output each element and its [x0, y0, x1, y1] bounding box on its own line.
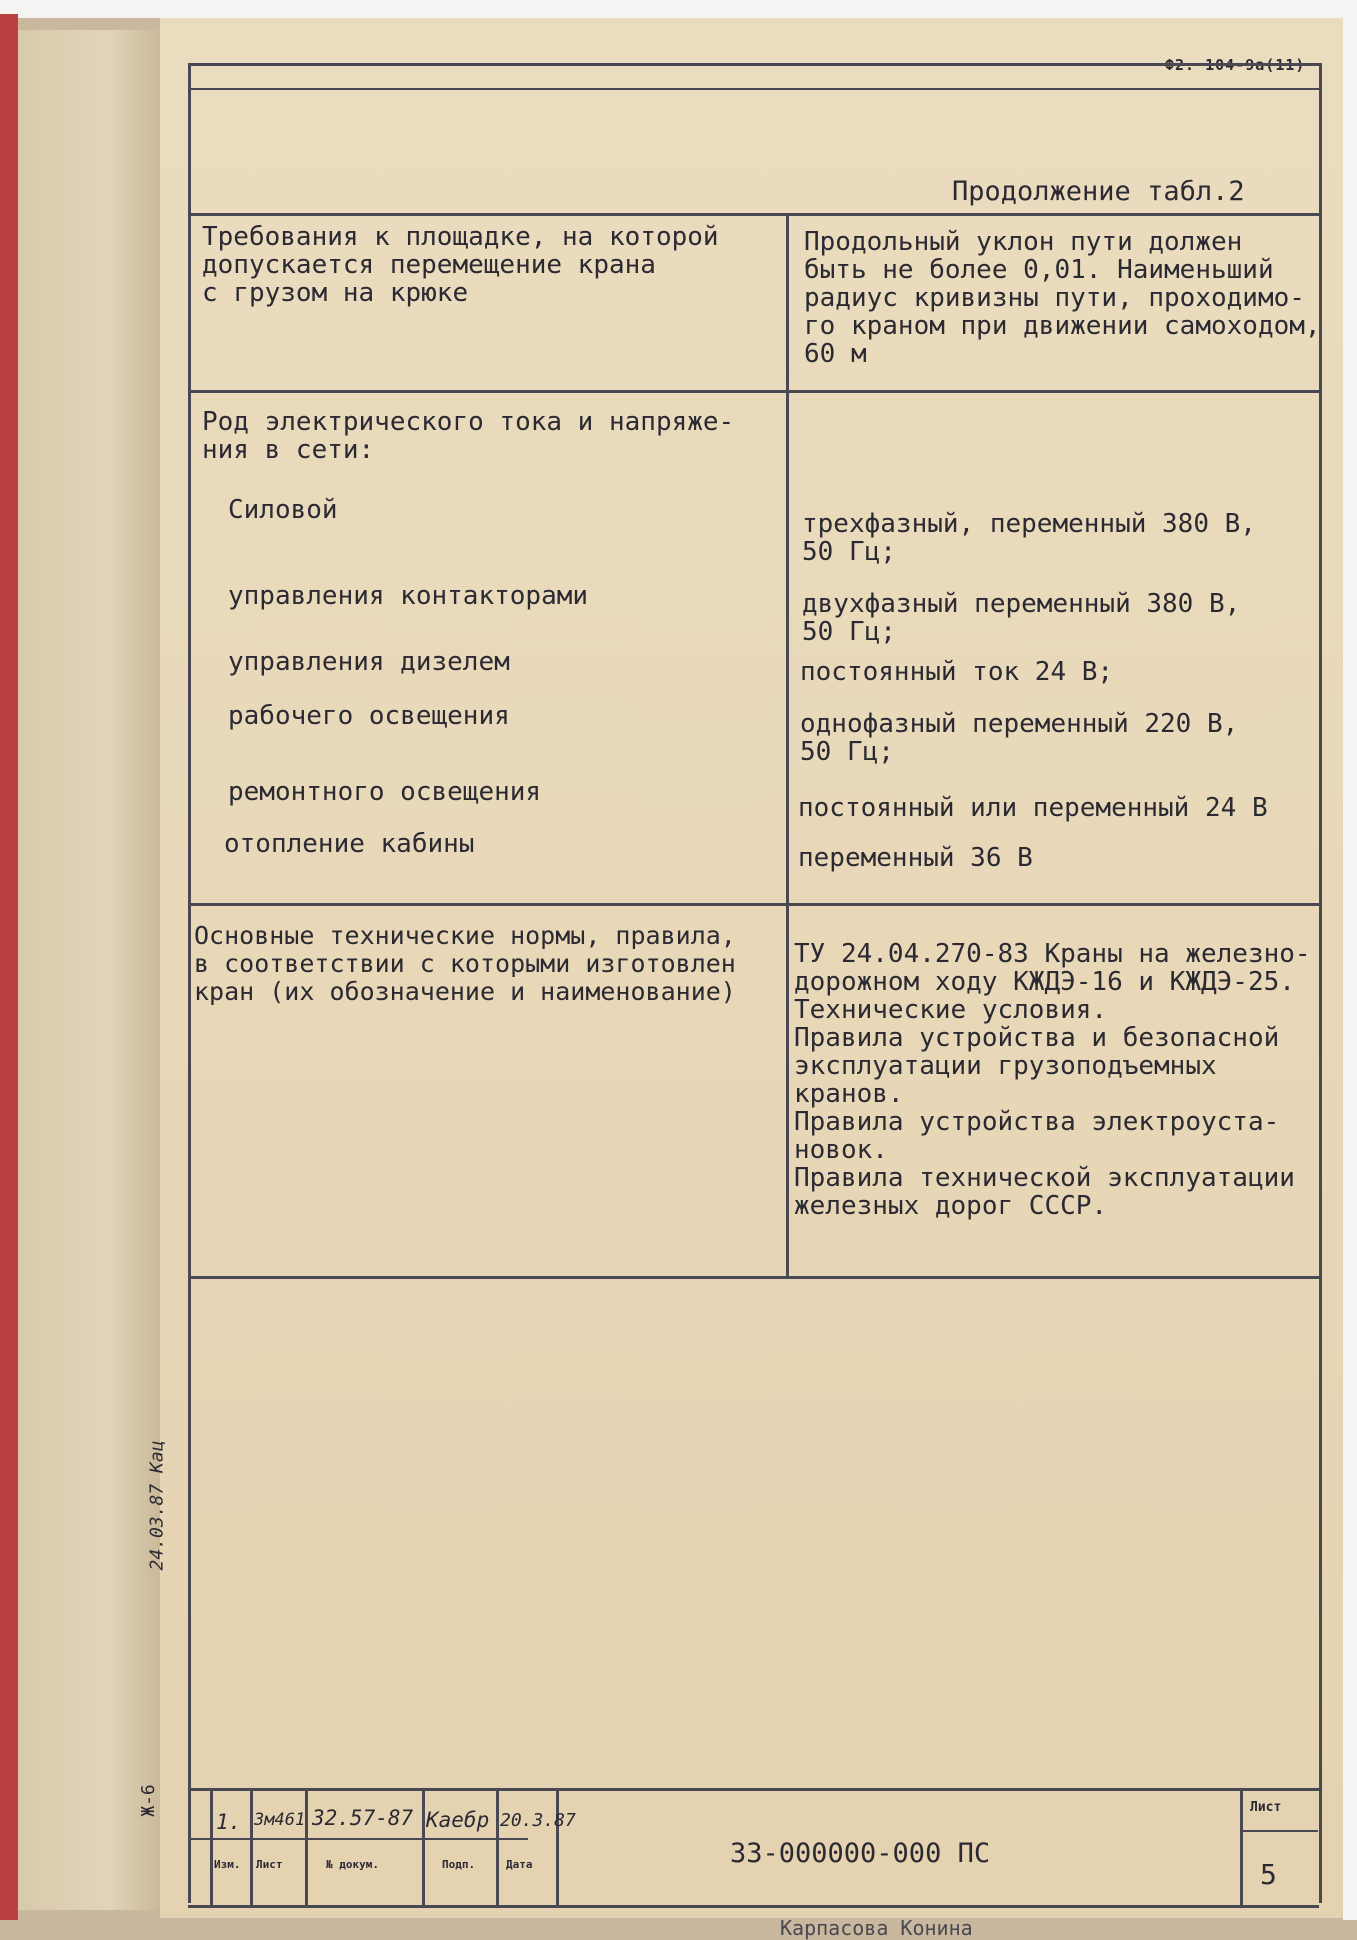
row-divider-2 — [188, 903, 1319, 906]
current-diesel-value: постоянный ток 24 В; — [800, 657, 1114, 687]
row-standards-label: Основные технические нормы, правила, в соответствии с которыми изготовлен кран (их обозначение и наименование) — [194, 921, 736, 1006]
title-block-mid-rule — [188, 1838, 528, 1840]
tb-col-5 — [496, 1788, 499, 1905]
header-rule — [188, 88, 1319, 90]
table-top-rule — [188, 213, 1319, 216]
current-repair-lighting-label: ремонтного освещения — [228, 777, 542, 807]
tb-date: 20.3.87 — [500, 1810, 576, 1831]
tb-signature: Каебр — [426, 1808, 490, 1832]
tb-col-sheet — [1240, 1788, 1243, 1905]
margin-symbol: Ж-6 — [137, 1784, 159, 1817]
bottom-cut-text: Карпасова Конина — [780, 1916, 973, 1940]
sheet-label: Лист — [1250, 1800, 1282, 1815]
photo-right-edge — [1343, 0, 1357, 1920]
current-contactors-label: управления контакторами — [228, 581, 589, 611]
row-standards-value: ТУ 24.04.270-83 Краны на железно- дорожном ходу КЖДЭ-16 и КЖДЭ-25. Технические условия. Правила устройства и безопасной эксплуатации грузоподъемных кранов. Правила устройства электроуста- новок. Правила технической эксплуатации железных дорог СССР. — [794, 939, 1311, 1221]
tb-sheet: Зм461 — [254, 1810, 306, 1830]
current-work-lighting-value: однофазный переменный 220 В, 50 Гц; — [800, 709, 1239, 767]
current-repair-lighting-value: постоянный или переменный 24 В — [798, 793, 1268, 823]
title-block-top-rule — [188, 1788, 1319, 1791]
tb-label-doc: № докум. — [326, 1858, 379, 1871]
row-divider-3 — [188, 1276, 1319, 1279]
margin-note-text: 24.03.87 Кац — [146, 1440, 168, 1571]
title-block-bottom-rule — [188, 1905, 1319, 1908]
row-platform-requirements-value: Продольный уклон пути должен быть не более 0,01. Наименьший радиус кривизны пути, проходимо- го краном при движении самоходом, 60 м — [804, 227, 1321, 369]
tb-label-change: Изм. — [214, 1858, 241, 1871]
tb-label-date: Дата — [506, 1858, 533, 1871]
sheet-number: 5 — [1260, 1858, 1277, 1891]
tb-label-sheet: Лист — [256, 1858, 283, 1871]
column-divider — [786, 213, 789, 1276]
current-power-value: трехфазный, переменный 380 В, 50 Гц; — [802, 509, 1256, 567]
tb-change: 1. — [216, 1810, 242, 1834]
sheet-cell-rule — [1240, 1830, 1318, 1832]
row-divider-1 — [188, 390, 1319, 393]
tb-label-sign: Подп. — [442, 1858, 476, 1871]
document-number: 33-000000-000 ПС — [730, 1838, 991, 1869]
tb-col-4 — [422, 1788, 425, 1905]
tb-col-3 — [305, 1788, 308, 1905]
current-cabin-heating-value: переменный 36 В — [798, 843, 1033, 873]
tb-col-2 — [250, 1788, 253, 1905]
row-current-type-label: Род электрического тока и напряже- ния в сети: — [202, 407, 735, 465]
tb-col-1 — [210, 1788, 213, 1905]
current-contactors-value: двухфазный переменный 380 В, 50 Гц; — [802, 589, 1241, 647]
margin-note — [142, 1335, 166, 1575]
tb-doc-no: 32.57-87 — [312, 1806, 414, 1830]
frame-top-border — [188, 63, 1319, 66]
tb-col-6 — [556, 1788, 559, 1905]
binder-cover — [0, 14, 18, 1920]
current-cabin-heating-label: отопление кабины — [224, 829, 475, 859]
current-power-label: Силовой — [228, 495, 338, 525]
current-work-lighting-label: рабочего освещения — [228, 701, 510, 731]
photo-top-edge — [0, 0, 1357, 18]
row-platform-requirements-label: Требования к площадке, на которой допускается перемещение крана с грузом на крюке — [202, 222, 719, 308]
current-diesel-label: управления дизелем — [228, 647, 510, 677]
binder-left-pages — [18, 30, 171, 1910]
table-continuation-label: Продолжение табл.2 — [952, 176, 1245, 207]
document-page — [160, 18, 1343, 1940]
